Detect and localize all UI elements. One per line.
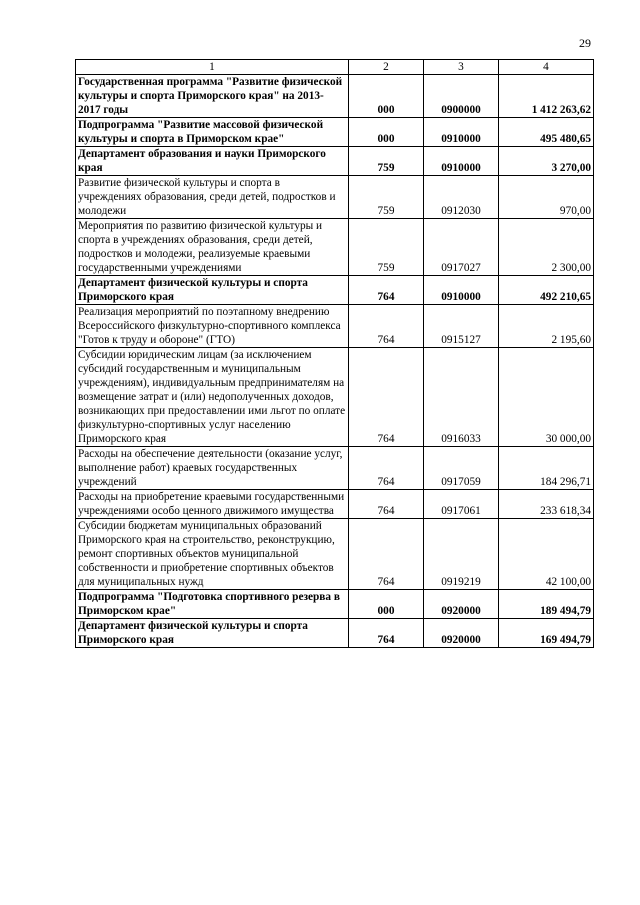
row-code: 764 xyxy=(349,490,424,519)
row-code: 759 xyxy=(349,147,424,176)
row-name: Подпрограмма "Подготовка спортивного резерва в Приморском крае" xyxy=(76,590,349,619)
row-target: 0920000 xyxy=(424,619,499,648)
row-amount: 233 618,34 xyxy=(499,490,594,519)
row-code: 764 xyxy=(349,348,424,447)
header-col-2: 2 xyxy=(349,60,424,75)
row-code: 000 xyxy=(349,118,424,147)
table-row xyxy=(76,75,594,118)
row-amount: 189 494,79 xyxy=(499,590,594,619)
row-name: Расходы на обеспечение деятельности (оказание услуг, выполнение работ) краевых государственных учреждений xyxy=(76,447,349,490)
table-row xyxy=(76,590,594,619)
row-code: 764 xyxy=(349,519,424,590)
row-name: Государственная программа "Развитие физической культуры и спорта Приморского края" на 2013-2017 годы xyxy=(76,75,349,118)
header-col-1: 1 xyxy=(76,60,349,75)
row-name: Департамент физической культуры и спорта Приморского края xyxy=(76,619,349,648)
row-target: 0915127 xyxy=(424,305,499,348)
page-number: 29 xyxy=(579,36,591,50)
row-name: Субсидии юридическим лицам (за исключением субсидий государственным и муниципальным учреждениям), индивидуальным предпринимателям на возмещение затрат и (или) недополученных доходов, возникающих при предоставлении ими льгот по оплате физкультурно-спортивных услуг населению Приморского края xyxy=(76,348,349,447)
row-name: Расходы на приобретение краевыми государственными учреждениями особо ценного движимого имущества xyxy=(76,490,349,519)
row-name: Департамент образования и науки Приморского края xyxy=(76,147,349,176)
table-row xyxy=(76,447,594,490)
row-amount: 2 300,00 xyxy=(499,219,594,276)
row-target: 0920000 xyxy=(424,590,499,619)
row-code: 764 xyxy=(349,447,424,490)
row-amount: 42 100,00 xyxy=(499,519,594,590)
row-target: 0917061 xyxy=(424,490,499,519)
row-name: Департамент физической культуры и спорта Приморского края xyxy=(76,276,349,305)
table-row xyxy=(76,619,594,648)
table-row xyxy=(76,276,594,305)
row-code: 764 xyxy=(349,305,424,348)
row-code: 764 xyxy=(349,276,424,305)
row-amount: 1 412 263,62 xyxy=(499,75,594,118)
row-target: 0917027 xyxy=(424,219,499,276)
table-row xyxy=(76,348,594,447)
row-amount: 2 195,60 xyxy=(499,305,594,348)
row-target: 0917059 xyxy=(424,447,499,490)
row-name: Мероприятия по развитию физической культуры и спорта в учреждениях образования, среди детей, подростков и молодежи, реализуемые краевыми государственными учреждениями xyxy=(76,219,349,276)
row-name: Субсидии бюджетам муниципальных образований Приморского края на строительство, реконструкцию, ремонт спортивных объектов муниципальной собственности и приобретение спортивных объектов для муниципальных нужд xyxy=(76,519,349,590)
row-amount: 184 296,71 xyxy=(499,447,594,490)
row-target: 0910000 xyxy=(424,118,499,147)
table-row xyxy=(76,219,594,276)
table-row xyxy=(76,147,594,176)
row-name: Подпрограмма "Развитие массовой физической культуры и спорта в Приморском крае" xyxy=(76,118,349,147)
row-amount: 169 494,79 xyxy=(499,619,594,648)
row-code: 759 xyxy=(349,219,424,276)
table-row xyxy=(76,118,594,147)
header-col-3: 3 xyxy=(424,60,499,75)
row-code: 764 xyxy=(349,619,424,648)
table-row xyxy=(76,490,594,519)
row-target: 0910000 xyxy=(424,147,499,176)
row-target: 0910000 xyxy=(424,276,499,305)
row-target: 0900000 xyxy=(424,75,499,118)
row-amount: 492 210,65 xyxy=(499,276,594,305)
row-code: 759 xyxy=(349,176,424,219)
table-header-row xyxy=(76,60,594,75)
row-amount: 3 270,00 xyxy=(499,147,594,176)
row-target: 0916033 xyxy=(424,348,499,447)
row-target: 0919219 xyxy=(424,519,499,590)
row-amount: 970,00 xyxy=(499,176,594,219)
budget-table xyxy=(75,59,594,648)
row-name: Развитие физической культуры и спорта в учреждениях образования, среди детей, подростков и молодежи xyxy=(76,176,349,219)
row-code: 000 xyxy=(349,75,424,118)
row-target: 0912030 xyxy=(424,176,499,219)
table-row xyxy=(76,176,594,219)
row-name: Реализация мероприятий по поэтапному внедрению Всероссийского физкультурно-спортивного комплекса "Готов к труду и обороне" (ГТО) xyxy=(76,305,349,348)
table-row xyxy=(76,305,594,348)
header-col-4: 4 xyxy=(499,60,594,75)
row-code: 000 xyxy=(349,590,424,619)
row-amount: 495 480,65 xyxy=(499,118,594,147)
row-amount: 30 000,00 xyxy=(499,348,594,447)
table-row xyxy=(76,519,594,590)
